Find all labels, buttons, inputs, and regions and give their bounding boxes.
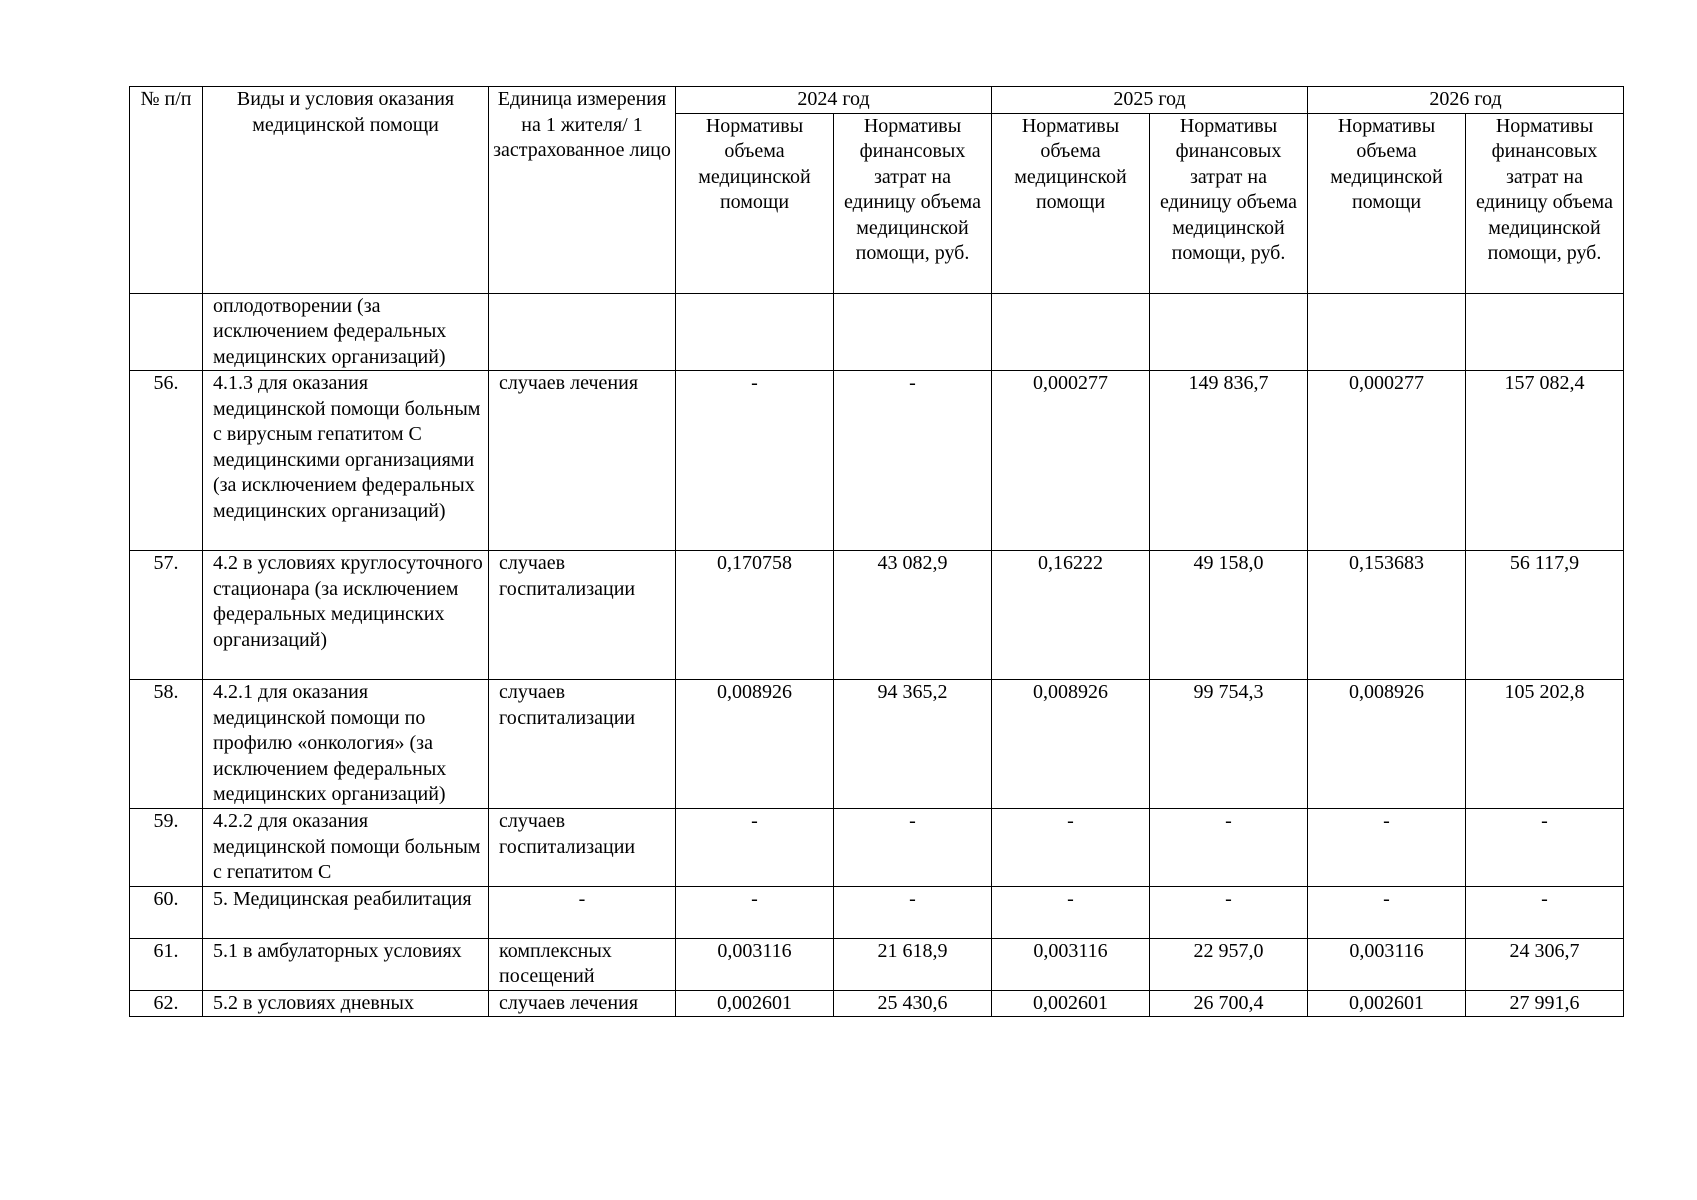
- table-row: [130, 293, 1624, 371]
- row-volume-2024: 0,002601: [676, 990, 834, 1017]
- norms-table: [129, 86, 1624, 1017]
- row-number: 62.: [130, 990, 203, 1017]
- row-unit: случаев госпитализации: [489, 809, 676, 887]
- row-cost-2025: 99 754,3: [1150, 680, 1308, 809]
- row-volume-2026: [1308, 293, 1466, 371]
- row-cost-2025: 22 957,0: [1150, 938, 1308, 990]
- header-cost-2026: Нормативы финансовых затрат на единицу объема медицинской помощи, руб.: [1466, 113, 1624, 293]
- row-cost-2026: -: [1466, 886, 1624, 938]
- row-cost-2026: 105 202,8: [1466, 680, 1624, 809]
- row-volume-2024: [676, 293, 834, 371]
- header-kind: Виды и условия оказания медицинской помощи: [203, 87, 489, 294]
- row-kind: 5.2 в условиях дневных: [203, 990, 489, 1017]
- row-cost-2024: 21 618,9: [834, 938, 992, 990]
- row-unit: -: [489, 886, 676, 938]
- table-row: [130, 886, 1624, 938]
- row-volume-2026: 0,000277: [1308, 371, 1466, 551]
- header-unit: Единица измерения на 1 жителя/ 1 застрахованное лицо: [489, 87, 676, 294]
- row-unit: случаев госпитализации: [489, 680, 676, 809]
- row-cost-2026: -: [1466, 809, 1624, 887]
- row-cost-2024: [834, 293, 992, 371]
- row-number: 60.: [130, 886, 203, 938]
- header-volume-2025: Нормативы объема медицинской помощи: [992, 113, 1150, 293]
- row-cost-2024: -: [834, 809, 992, 887]
- row-volume-2024: -: [676, 371, 834, 551]
- row-kind: 4.2 в условиях круглосуточного стационара (за исключением федеральных медицинских организаций): [203, 551, 489, 680]
- row-kind: 5.1 в амбулаторных условиях: [203, 938, 489, 990]
- row-volume-2026: -: [1308, 886, 1466, 938]
- table-header: [130, 87, 1624, 294]
- row-volume-2024: -: [676, 886, 834, 938]
- row-number: 61.: [130, 938, 203, 990]
- row-volume-2026: 0,003116: [1308, 938, 1466, 990]
- row-number: [130, 293, 203, 371]
- row-unit: [489, 293, 676, 371]
- row-volume-2025: [992, 293, 1150, 371]
- row-cost-2026: 56 117,9: [1466, 551, 1624, 680]
- header-volume-2024: Нормативы объема медицинской помощи: [676, 113, 834, 293]
- row-cost-2024: -: [834, 886, 992, 938]
- row-unit: случаев госпитализации: [489, 551, 676, 680]
- row-kind: 4.2.1 для оказания медицинской помощи по профилю «онкология» (за исключением федеральных медицинских организаций): [203, 680, 489, 809]
- row-volume-2025: -: [992, 809, 1150, 887]
- row-volume-2025: 0,002601: [992, 990, 1150, 1017]
- row-number: 56.: [130, 371, 203, 551]
- row-volume-2025: 0,000277: [992, 371, 1150, 551]
- row-cost-2025: -: [1150, 886, 1308, 938]
- row-cost-2026: 24 306,7: [1466, 938, 1624, 990]
- row-volume-2025: 0,16222: [992, 551, 1150, 680]
- row-unit: случаев лечения: [489, 371, 676, 551]
- row-volume-2024: 0,003116: [676, 938, 834, 990]
- header-cost-2025: Нормативы финансовых затрат на единицу объема медицинской помощи, руб.: [1150, 113, 1308, 293]
- header-year-2026: 2026 год: [1308, 87, 1624, 114]
- row-cost-2025: -: [1150, 809, 1308, 887]
- row-kind: 5. Медицинская реабилитация: [203, 886, 489, 938]
- table-row: [130, 680, 1624, 809]
- row-unit: случаев лечения: [489, 990, 676, 1017]
- row-kind: 4.1.3 для оказания медицинской помощи больным с вирусным гепатитом С медицинскими организациями (за исключением федеральных медицинских организаций): [203, 371, 489, 551]
- header-num: № п/п: [130, 87, 203, 294]
- row-kind: оплодотворении (за исключением федеральных медицинских организаций): [203, 293, 489, 371]
- row-unit: комплексных посещений: [489, 938, 676, 990]
- row-volume-2024: 0,170758: [676, 551, 834, 680]
- row-cost-2026: [1466, 293, 1624, 371]
- table-row: [130, 990, 1624, 1017]
- row-number: 58.: [130, 680, 203, 809]
- row-cost-2025: [1150, 293, 1308, 371]
- row-cost-2024: 25 430,6: [834, 990, 992, 1017]
- table-row: [130, 371, 1624, 551]
- row-volume-2026: 0,008926: [1308, 680, 1466, 809]
- header-year-2024: 2024 год: [676, 87, 992, 114]
- row-volume-2026: 0,002601: [1308, 990, 1466, 1017]
- header-cost-2024: Нормативы финансовых затрат на единицу объема медицинской помощи, руб.: [834, 113, 992, 293]
- row-kind: 4.2.2 для оказания медицинской помощи больным с гепатитом С: [203, 809, 489, 887]
- row-cost-2024: -: [834, 371, 992, 551]
- row-cost-2026: 157 082,4: [1466, 371, 1624, 551]
- row-number: 59.: [130, 809, 203, 887]
- row-cost-2024: 43 082,9: [834, 551, 992, 680]
- table-row: [130, 551, 1624, 680]
- table-row: [130, 809, 1624, 887]
- table-row: [130, 938, 1624, 990]
- row-cost-2025: 26 700,4: [1150, 990, 1308, 1017]
- row-cost-2025: 149 836,7: [1150, 371, 1308, 551]
- row-volume-2026: 0,153683: [1308, 551, 1466, 680]
- row-volume-2024: 0,008926: [676, 680, 834, 809]
- row-cost-2026: 27 991,6: [1466, 990, 1624, 1017]
- row-volume-2024: -: [676, 809, 834, 887]
- header-year-2025: 2025 год: [992, 87, 1308, 114]
- row-cost-2024: 94 365,2: [834, 680, 992, 809]
- row-volume-2025: -: [992, 886, 1150, 938]
- row-cost-2025: 49 158,0: [1150, 551, 1308, 680]
- table-body: [130, 293, 1624, 1017]
- header-volume-2026: Нормативы объема медицинской помощи: [1308, 113, 1466, 293]
- row-volume-2025: 0,003116: [992, 938, 1150, 990]
- row-volume-2025: 0,008926: [992, 680, 1150, 809]
- row-volume-2026: -: [1308, 809, 1466, 887]
- row-number: 57.: [130, 551, 203, 680]
